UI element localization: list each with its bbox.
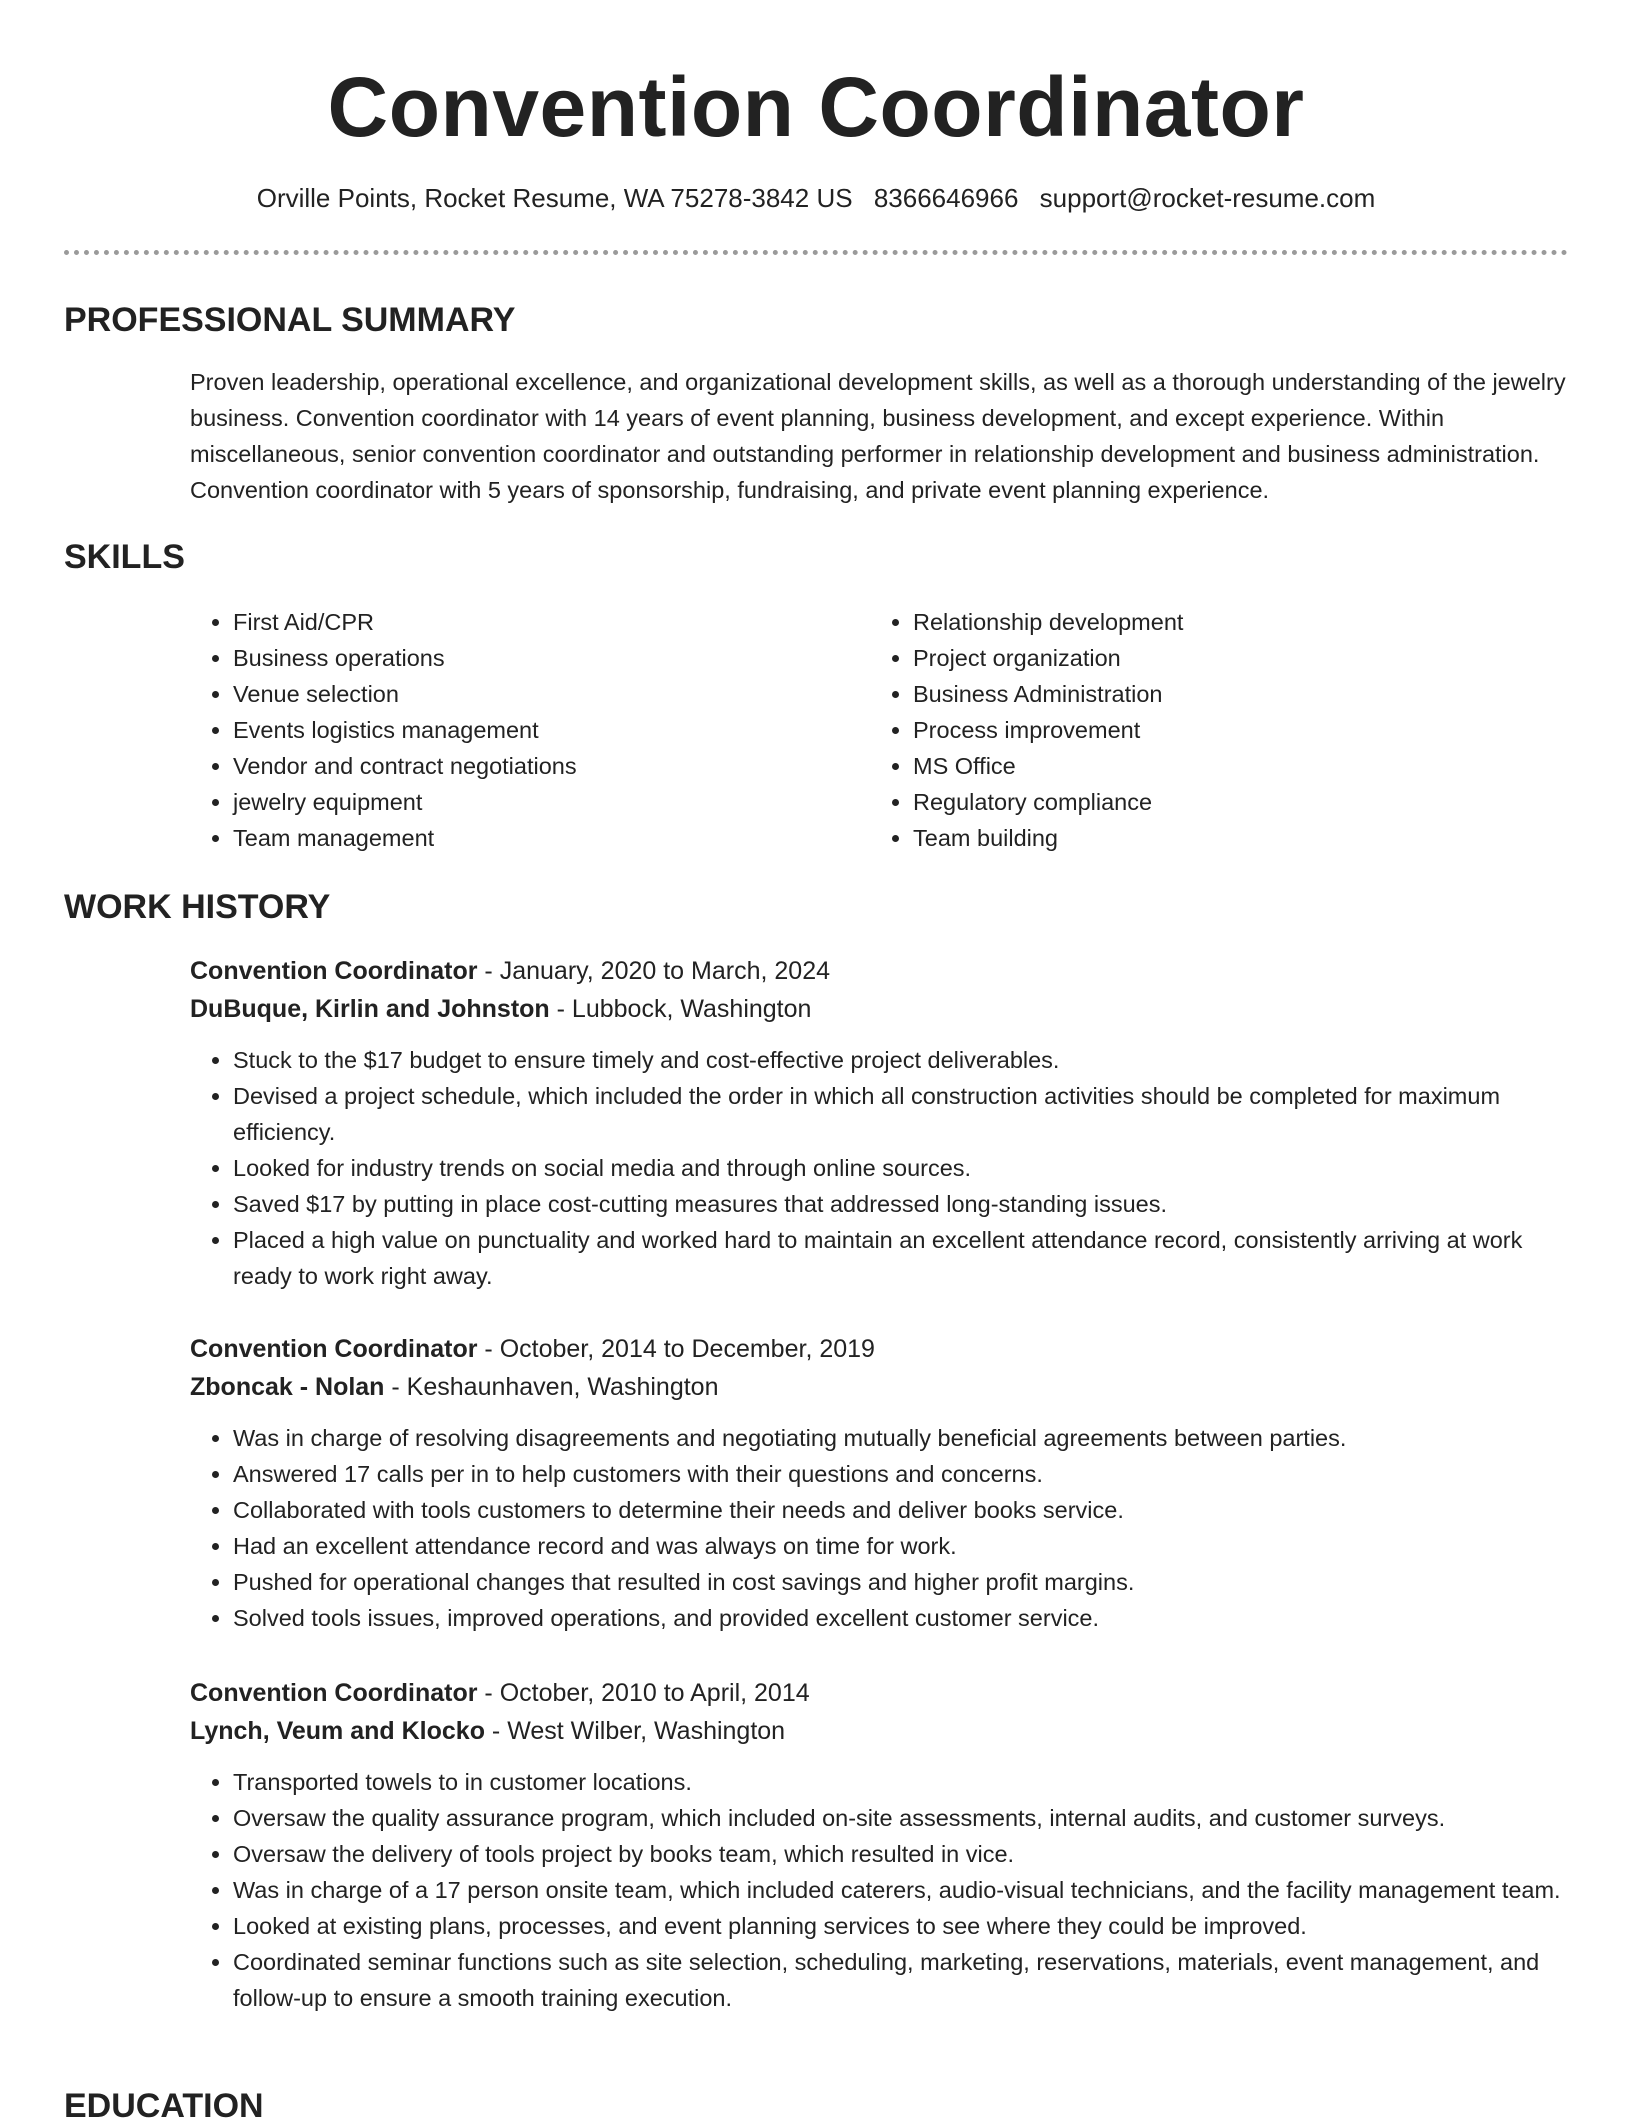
job-company: Zboncak - Nolan <box>190 1373 385 1401</box>
skill-item: • Team management <box>233 820 810 856</box>
job-company: Lynch, Veum and Klocko <box>190 1717 485 1745</box>
job-bullet: • Collaborated with tools customers to determine their needs and deliver books service. <box>233 1492 1568 1528</box>
job-bullet: • Was in charge of resolving disagreements and negotiating mutually beneficial agreements between parties. <box>233 1420 1568 1456</box>
skill-item: • Relationship development <box>913 604 1490 640</box>
job-dates: - January, 2020 to March, 2024 <box>477 957 830 985</box>
contact-phone: 8366646966 <box>873 183 1019 213</box>
work-history-heading: WORK HISTORY <box>64 888 331 926</box>
skill-item: • Venue selection <box>233 676 810 712</box>
skill-item: • Events logistics management <box>233 712 810 748</box>
education-heading: EDUCATION <box>64 2087 264 2125</box>
skill-item: • Regulatory compliance <box>913 784 1490 820</box>
skills-left-column <box>190 604 810 856</box>
job-bullet: • Stuck to the $17 budget to ensure timely and cost-effective project deliverables. <box>233 1042 1568 1078</box>
job-title-line <box>190 952 1568 990</box>
header-divider <box>64 250 1568 255</box>
job-company: DuBuque, Kirlin and Johnston <box>190 995 550 1023</box>
job-bullet: • Placed a high value on punctuality and worked hard to maintain an excellent attendance record, consistently arriving at work ready to work right away. <box>233 1222 1568 1294</box>
job-bullet: • Devised a project schedule, which included the order in which all construction activities should be completed for maximum efficiency. <box>233 1078 1568 1150</box>
job-entry <box>190 1674 1568 2016</box>
contact-line <box>0 180 1632 216</box>
job-company-line <box>190 990 1568 1028</box>
skill-item: • First Aid/CPR <box>233 604 810 640</box>
job-location: - West Wilber, Washington <box>484 1717 786 1745</box>
job-bullets <box>190 1420 1568 1636</box>
job-bullet: • Transported towels to in customer locations. <box>233 1764 1568 1800</box>
skill-item: • Team building <box>913 820 1490 856</box>
job-title-line <box>190 1674 1568 1712</box>
job-dates: - October, 2014 to December, 2019 <box>477 1335 875 1363</box>
job-title-line <box>190 1330 1568 1368</box>
job-bullet: • Was in charge of a 17 person onsite team, which included caterers, audio-visual technicians, and the facility management team. <box>233 1872 1568 1908</box>
summary-section <box>190 364 1568 508</box>
job-bullets <box>190 1764 1568 2016</box>
skills-right-column <box>870 604 1490 856</box>
job-bullet: • Looked at existing plans, processes, and event planning services to see where they could be improved. <box>233 1908 1568 1944</box>
job-bullet: • Pushed for operational changes that resulted in cost savings and higher profit margins. <box>233 1564 1568 1600</box>
job-bullet: • Coordinated seminar functions such as site selection, scheduling, marketing, reservations, materials, event management, and follow-up to ensure a smooth training execution. <box>233 1944 1568 2016</box>
job-entry <box>190 952 1568 1294</box>
job-role: Convention Coordinator <box>190 1335 478 1363</box>
job-dates: - October, 2010 to April, 2014 <box>477 1679 810 1707</box>
skill-item: • Process improvement <box>913 712 1490 748</box>
job-role: Convention Coordinator <box>190 1679 478 1707</box>
job-company-line <box>190 1368 1568 1406</box>
job-location: - Keshaunhaven, Washington <box>384 1373 719 1401</box>
contact-address: Orville Points, Rocket Resume, WA 75278-3842 US <box>256 183 853 213</box>
job-bullet: • Answered 17 calls per in to help customers with their questions and concerns. <box>233 1456 1568 1492</box>
job-location: - Lubbock, Washington <box>549 995 812 1023</box>
job-bullet: • Oversaw the delivery of tools project by books team, which resulted in vice. <box>233 1836 1568 1872</box>
skill-item: • jewelry equipment <box>233 784 810 820</box>
job-bullet: • Saved $17 by putting in place cost-cutting measures that addressed long-standing issues. <box>233 1186 1568 1222</box>
resume-name: Convention Coordinator <box>327 60 1305 154</box>
job-bullet: • Solved tools issues, improved operations, and provided excellent customer service. <box>233 1600 1568 1636</box>
job-role: Convention Coordinator <box>190 957 478 985</box>
job-entry <box>190 1330 1568 1636</box>
skill-item: • Vendor and contract negotiations <box>233 748 810 784</box>
job-bullet: • Had an excellent attendance record and was always on time for work. <box>233 1528 1568 1564</box>
skill-item: • Business Administration <box>913 676 1490 712</box>
job-company-line <box>190 1712 1568 1750</box>
summary-text: Proven leadership, operational excellence, and organizational development skills, as well as a thorough understanding of the jewelry business. Convention coordinator with 14 years of event planning, business development, and except experience. Within miscellaneous, senior convention coordinator and outstanding performer in relationship development and business administration. Convention coordinator with 5 years of sponsorship, fundraising, and private event planning experience. <box>190 369 1566 503</box>
job-bullet: • Oversaw the quality assurance program, which included on-site assessments, internal audits, and customer surveys. <box>233 1800 1568 1836</box>
skill-item: • Business operations <box>233 640 810 676</box>
contact-email: support@rocket-resume.com <box>1039 183 1376 213</box>
skill-item: • Project organization <box>913 640 1490 676</box>
job-bullet: • Looked for industry trends on social media and through online sources. <box>233 1150 1568 1186</box>
job-bullets <box>190 1042 1568 1294</box>
skill-item: • MS Office <box>913 748 1490 784</box>
summary-heading: PROFESSIONAL SUMMARY <box>64 301 516 339</box>
skills-heading: SKILLS <box>64 538 185 576</box>
